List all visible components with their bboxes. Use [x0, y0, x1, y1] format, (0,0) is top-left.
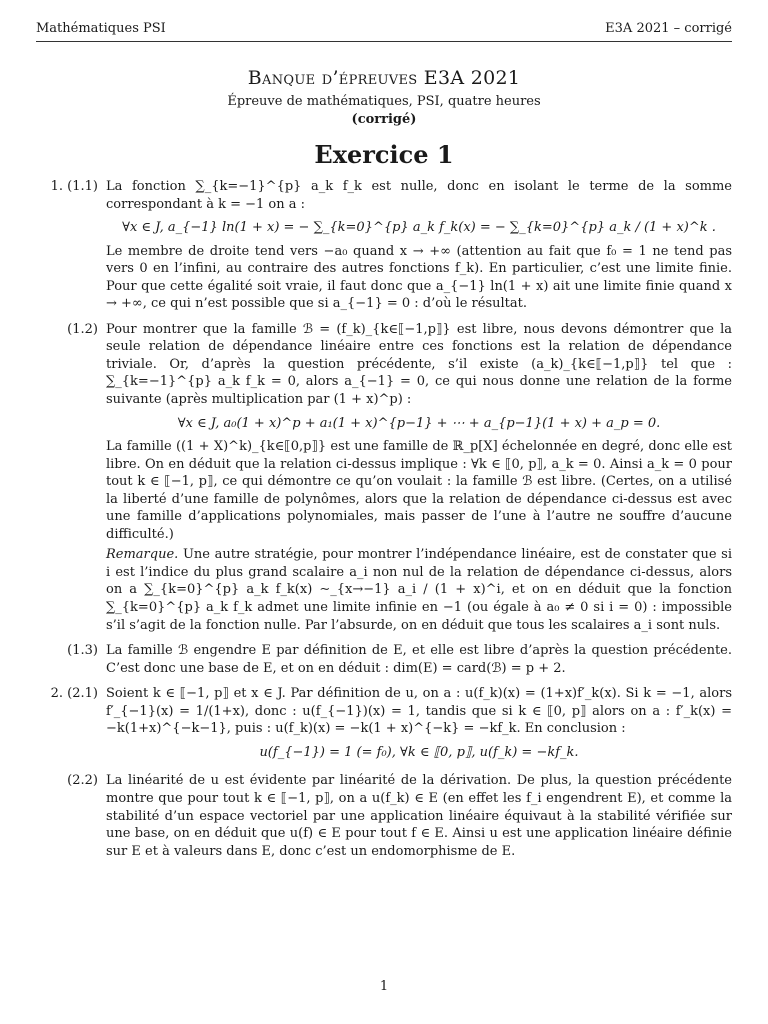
question-number: (2.2): [67, 773, 98, 789]
paragraph: La famille ((1 + X)^k)_{k∈⟦0,p⟧} est une famille de ℝ_p[X] échelonnée en degré, donc elle est libre. On en déduit que la relation ci-dessus implique : ∀k ∈ ⟦0, p⟧, a_k = 0. Ainsi a_k = 0 pour tout k ∈ ⟦−1, p⟧, ce qui démontre ce qu’on voulait : la famille ℬ est libre. (Certes, on a utilisé la liberté d’une famille de polynômes, alors que la relation de dépendance ci-dessus est avec une famille d’applications polynomiales, mais passer de l’une à l’autre ne souffre d’aucune difficulté.): [106, 439, 732, 542]
question-body: [106, 178, 732, 316]
display-formula: u(f_{−1}) = 1 (= f₀), ∀k ∈ ⟦0, p⟧, u(f_k) = −kf_k.: [259, 744, 579, 760]
question-2-2: [36, 772, 732, 863]
document-subtitle: Épreuve de mathématiques, PSI, quatre heures: [227, 93, 541, 109]
page-number: 1: [379, 979, 389, 995]
paragraph: Soient k ∈ ⟦−1, p⟧ et x ∈ J. Par définition de u, on a : u(f_k)(x) = (1+x)f′_k(x). Si k = −1, alors f′_{−1}(x) = 1/(1+x), donc : u(f_{−1})(x) = 1, tandis que si k ∈ ⟦0, p⟧ alors on a : f′_k(x) = −k(1+x)^{−k−1}, puis : u(f_k)(x) = −k(1 + x)^{−k} = −kf_k. En conclusion :: [106, 686, 732, 737]
question-number: (1.3): [67, 643, 98, 659]
question-number: 2. (2.1): [50, 686, 98, 702]
paragraph: Pour montrer que la famille ℬ = (f_k)_{k∈⟦−1,p⟧} est libre, nous devons démontrer que la seule relation de dépendance linéaire entre ces fonctions est la relation de dépendance triviale. Or, d’après la question précédente, s’il existe (a_k)_{k∈⟦−1,p⟧} tel que : ∑_{k=−1}^{p} a_k f_k = 0, alors a_{−1} = 0, ce qui nous donne une relation de la forme suivante (après multiplication par (1 + x)^p) :: [106, 321, 732, 408]
header-right: E3A 2021 – corrigé: [605, 21, 732, 36]
question-body: [106, 685, 732, 767]
remark-label: Remarque.: [106, 547, 179, 563]
title-block: [0, 66, 768, 171]
paragraph: Le membre de droite tend vers −a₀ quand x → +∞ (attention au fait que f₀ = 1 ne tend pas vers 0 en l’infini, au contraire des autres fonctions f_k). En particulier, c’est une limite finie. Pour que cette égalité soit vraie, il faut donc que a_{−1} ln(1 + x) ait une limite finie quand x → +∞, ce qui n’est possible que si a_{−1} = 0 : d’où le résultat.: [106, 243, 732, 312]
question-1-1: [36, 178, 732, 316]
main-content: [36, 178, 732, 868]
paragraph: La linéarité de u est évidente par linéarité de la dérivation. De plus, la question précédente montre que pour tout k ∈ ⟦−1, p⟧, on a u(f_k) ∈ E (en effet les f_i engendrent E), et comme la stabilité d’un espace vectoriel par une application linéaire équivaut à la stabilité vérifiée sur une base, on en déduit que u(f) ∈ E pour tout f ∈ E. Ainsi u est une application linéaire définie sur E et à valeurs dans E, donc c’est un endomorphisme de E.: [106, 773, 732, 859]
document-title: Banque d’épreuves E3A 2021: [247, 67, 521, 89]
question-number: 1. (1.1): [50, 179, 98, 194]
question-2-1: [36, 685, 732, 767]
exercise-title: Exercice 1: [314, 139, 454, 169]
header-left: Mathématiques PSI: [36, 21, 166, 36]
remark-text: Une autre stratégie, pour montrer l’indépendance linéaire, est de constater que si i est l’indice du plus grand scalaire a_i non nul de la relation de dépendance ci-dessus, alors on a ∑_{k=0}^{p} a_k f_k(x) ∼_{x→−1} a_i / (1 + x)^i, et on en déduit que la fonction ∑_{k=0}^{p} a_k f_k admet une limite infinie en −1 (ou égale à a₀ ≠ 0 si i = 0) : impossible s’il s’agit de la fonction nulle. Par l’absurde, on en déduit que tous les scalaires a_i sont nuls.: [106, 547, 732, 633]
corrige-label: (corrigé): [351, 112, 417, 128]
display-formula: ∀x ∈ J, a₀(1 + x)^p + a₁(1 + x)^{p−1} + ⋯ + a_{p−1}(1 + x) + a_p = 0.: [177, 415, 661, 431]
paragraph: La famille ℬ engendre E par définition de E, et elle est libre d’après la question précédente. C’est donc une base de E, et on en déduit : dim(E) = card(ℬ) = p + 2.: [106, 643, 732, 676]
display-formula: ∀x ∈ J, a_{−1} ln(1 + x) = − ∑_{k=0}^{p} a_k f_k(x) = − ∑_{k=0}^{p} a_k / (1 + x)^k .: [122, 220, 716, 236]
running-header: [36, 20, 732, 42]
question-1-2: [36, 321, 732, 637]
question-body: [106, 642, 732, 680]
question-1-3: [36, 642, 732, 680]
remark: [106, 546, 732, 634]
question-body: [106, 321, 732, 637]
question-number: (1.2): [67, 321, 98, 337]
paragraph: La fonction ∑_{k=−1}^{p} a_k f_k est nulle, donc en isolant le terme de la somme correspondant à k = −1 on a :: [106, 179, 732, 212]
question-body: [106, 772, 732, 863]
